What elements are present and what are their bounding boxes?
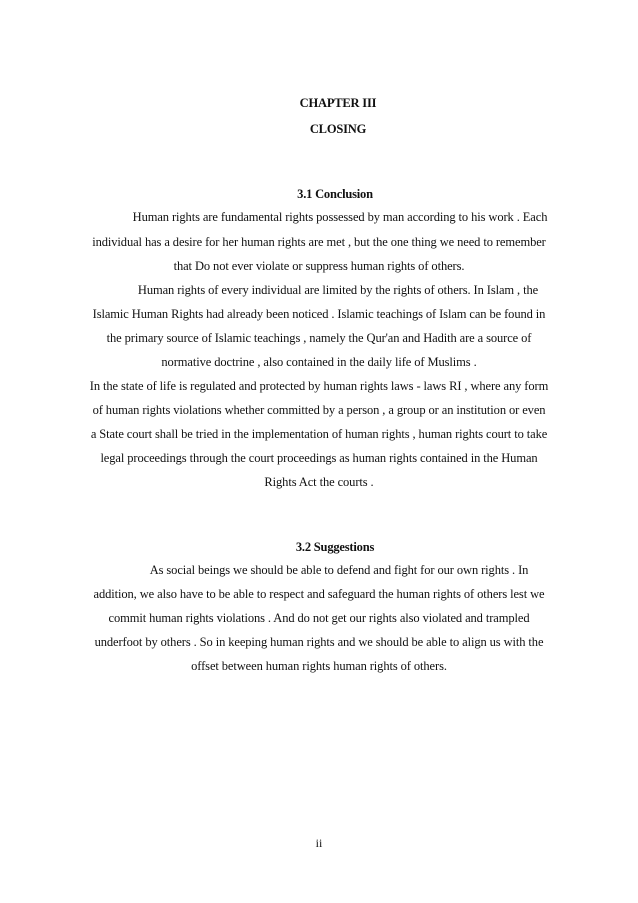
conclusion-line-9: of human rights violations whether committed by a person , a group or an institution or even xyxy=(92,403,546,417)
page-number: ii xyxy=(315,836,323,850)
suggestions-line-2: addition, we also have to be able to respect and safeguard the human rights of others lest we xyxy=(93,587,545,601)
conclusion-line-2: individual has a desire for her human rights are met , but the one thing we need to remember xyxy=(92,235,546,249)
conclusion-line-8: In the state of life is regulated and protected by human rights laws - laws RI , where any form xyxy=(89,379,549,393)
section-heading-conclusion: 3.1 Conclusion xyxy=(297,187,373,201)
conclusion-line-7: normative doctrine , also contained in the daily life of Muslims . xyxy=(161,355,477,369)
chapter-subtitle: CLOSING xyxy=(309,122,367,136)
conclusion-line-11: legal proceedings through the court proceedings as human rights contained in the Human xyxy=(100,451,538,465)
conclusion-line-5: Islamic Human Rights had already been noticed . Islamic teachings of Islam can be found in xyxy=(92,307,546,321)
conclusion-line-4: Human rights of every individual are limited by the rights of others. In Islam , the xyxy=(137,283,539,297)
conclusion-line-10: a State court shall be tried in the implementation of human rights , human rights court to take xyxy=(90,427,548,441)
conclusion-line-1: Human rights are fundamental rights possessed by man according to his work . Each xyxy=(132,210,548,224)
conclusion-line-3: that Do not ever violate or suppress human rights of others. xyxy=(173,259,465,273)
suggestions-line-4: underfoot by others . So in keeping human rights and we should be able to align us with the xyxy=(94,635,544,649)
suggestions-line-1: As social beings we should be able to defend and fight for our own rights . In xyxy=(149,563,529,577)
section-heading-suggestions: 3.2 Suggestions xyxy=(295,540,375,554)
chapter-title: CHAPTER III xyxy=(299,96,377,110)
conclusion-line-6: the primary source of Islamic teachings , namely the Qur'an and Hadith are a source of xyxy=(106,331,532,345)
suggestions-line-5: offset between human rights human rights of others. xyxy=(191,659,447,673)
suggestions-line-3: commit human rights violations . And do not get our rights also violated and trampled xyxy=(108,611,530,625)
conclusion-line-12: Rights Act the courts . xyxy=(264,475,374,489)
